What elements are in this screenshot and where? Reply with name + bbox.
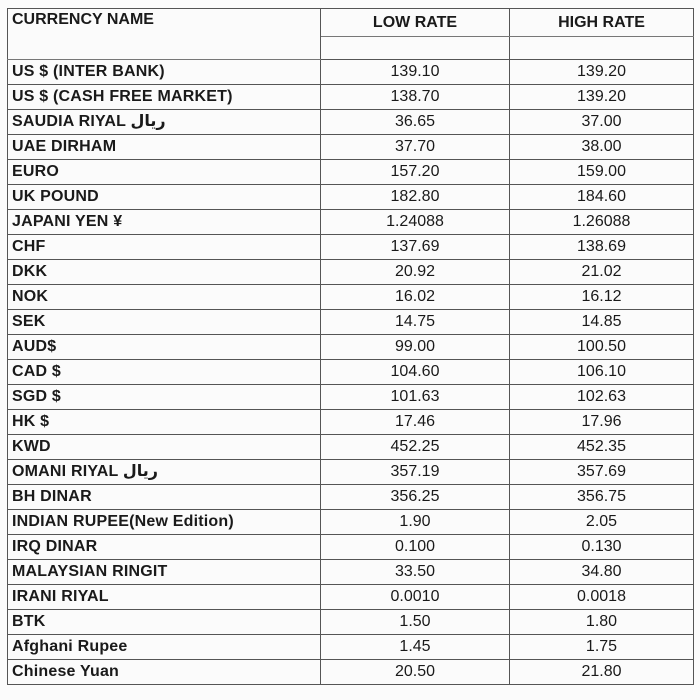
- low-rate-cell: 33.50: [321, 560, 510, 585]
- currency-name-cell: SGD $: [8, 385, 321, 410]
- high-rate-cell: 100.50: [510, 335, 694, 360]
- low-rate-cell: 36.65: [321, 110, 510, 135]
- high-rate-cell: 21.02: [510, 260, 694, 285]
- currency-name-cell: DKK: [8, 260, 321, 285]
- table-row: [8, 110, 694, 135]
- low-rate-cell: 1.50: [321, 610, 510, 635]
- low-rate-cell: 452.25: [321, 435, 510, 460]
- low-rate-cell: 99.00: [321, 335, 510, 360]
- high-rate-cell: 37.00: [510, 110, 694, 135]
- table-row: [8, 635, 694, 660]
- high-rate-cell: 139.20: [510, 60, 694, 85]
- currency-name-cell: AUD$: [8, 335, 321, 360]
- table-header-row: [8, 9, 694, 37]
- table-row: [8, 585, 694, 610]
- table-row: [8, 435, 694, 460]
- low-rate-cell: 138.70: [321, 85, 510, 110]
- high-rate-cell: 356.75: [510, 485, 694, 510]
- currency-name-cell: IRANI RIYAL: [8, 585, 321, 610]
- high-rate-cell: 1.26088: [510, 210, 694, 235]
- low-rate-cell: 16.02: [321, 285, 510, 310]
- currency-name-cell: NOK: [8, 285, 321, 310]
- table-row: [8, 535, 694, 560]
- low-rate-cell: 14.75: [321, 310, 510, 335]
- currency-name-cell: EURO: [8, 160, 321, 185]
- table-row: [8, 210, 694, 235]
- table-row: [8, 485, 694, 510]
- table-row: [8, 610, 694, 635]
- currency-name-cell: INDIAN RUPEE(New Edition): [8, 510, 321, 535]
- currency-name-cell: BH DINAR: [8, 485, 321, 510]
- currency-name-cell: Chinese Yuan: [8, 660, 321, 685]
- table-row: [8, 235, 694, 260]
- low-rate-cell: 1.90: [321, 510, 510, 535]
- table-row: [8, 310, 694, 335]
- table-row: [8, 660, 694, 685]
- currency-name-cell: US $ (CASH FREE MARKET): [8, 85, 321, 110]
- low-rate-cell: 0.100: [321, 535, 510, 560]
- low-rate-cell: 356.25: [321, 485, 510, 510]
- low-rate-cell: 139.10: [321, 60, 510, 85]
- low-rate-cell: 182.80: [321, 185, 510, 210]
- low-rate-cell: 20.50: [321, 660, 510, 685]
- low-rate-cell: 104.60: [321, 360, 510, 385]
- high-rate-cell: 17.96: [510, 410, 694, 435]
- high-rate-cell: 0.130: [510, 535, 694, 560]
- table-row: [8, 410, 694, 435]
- currency-name-cell: CAD $: [8, 360, 321, 385]
- high-rate-cell: 16.12: [510, 285, 694, 310]
- table-row: [8, 285, 694, 310]
- table-row: [8, 185, 694, 210]
- currency-name-cell: HK $: [8, 410, 321, 435]
- currency-name-cell: SAUDIA RIYAL ريال: [8, 110, 321, 135]
- high-rate-cell: 34.80: [510, 560, 694, 585]
- high-rate-cell: 106.10: [510, 360, 694, 385]
- high-rate-cell: 14.85: [510, 310, 694, 335]
- currency-name-cell: BTK: [8, 610, 321, 635]
- high-rate-cell: 139.20: [510, 85, 694, 110]
- table-row: [8, 335, 694, 360]
- table-row: [8, 385, 694, 410]
- currency-name-cell: UAE DIRHAM: [8, 135, 321, 160]
- low-rate-cell: 1.45: [321, 635, 510, 660]
- low-rate-cell: 0.0010: [321, 585, 510, 610]
- high-rate-cell: 357.69: [510, 460, 694, 485]
- high-rate-cell: 0.0018: [510, 585, 694, 610]
- currency-rate-table: [7, 8, 694, 685]
- currency-name-cell: US $ (INTER BANK): [8, 60, 321, 85]
- currency-name-cell: CHF: [8, 235, 321, 260]
- table-row: [8, 85, 694, 110]
- table-row: [8, 260, 694, 285]
- currency-name-cell: Afghani Rupee: [8, 635, 321, 660]
- table-row: [8, 60, 694, 85]
- empty-cell: [321, 37, 510, 60]
- low-rate-cell: 137.69: [321, 235, 510, 260]
- low-rate-cell: 37.70: [321, 135, 510, 160]
- currency-name-cell: MALAYSIAN RINGIT: [8, 560, 321, 585]
- currency-name-cell: KWD: [8, 435, 321, 460]
- table-row: [8, 510, 694, 535]
- low-rate-cell: 101.63: [321, 385, 510, 410]
- currency-name-cell: SEK: [8, 310, 321, 335]
- high-rate-cell: 102.63: [510, 385, 694, 410]
- table-row: [8, 135, 694, 160]
- high-rate-cell: 38.00: [510, 135, 694, 160]
- high-rate-cell: 452.35: [510, 435, 694, 460]
- currency-name-cell: UK POUND: [8, 185, 321, 210]
- currency-name-cell: IRQ DINAR: [8, 535, 321, 560]
- high-rate-cell: 159.00: [510, 160, 694, 185]
- high-rate-cell: 184.60: [510, 185, 694, 210]
- high-rate-cell: 138.69: [510, 235, 694, 260]
- low-rate-cell: 357.19: [321, 460, 510, 485]
- high-rate-cell: 1.75: [510, 635, 694, 660]
- low-rate-cell: 157.20: [321, 160, 510, 185]
- header-currency-name: CURRENCY NAME: [8, 9, 321, 60]
- table-row: [8, 360, 694, 385]
- table-row: [8, 160, 694, 185]
- empty-cell: [510, 37, 694, 60]
- low-rate-cell: 17.46: [321, 410, 510, 435]
- low-rate-cell: 20.92: [321, 260, 510, 285]
- table-row: [8, 560, 694, 585]
- currency-name-cell: JAPANI YEN ¥: [8, 210, 321, 235]
- header-low-rate: LOW RATE: [321, 9, 510, 37]
- currency-name-cell: OMANI RIYAL ريال: [8, 460, 321, 485]
- header-high-rate: HIGH RATE: [510, 9, 694, 37]
- high-rate-cell: 2.05: [510, 510, 694, 535]
- table-body: [8, 60, 694, 685]
- high-rate-cell: 1.80: [510, 610, 694, 635]
- table-row: [8, 460, 694, 485]
- low-rate-cell: 1.24088: [321, 210, 510, 235]
- high-rate-cell: 21.80: [510, 660, 694, 685]
